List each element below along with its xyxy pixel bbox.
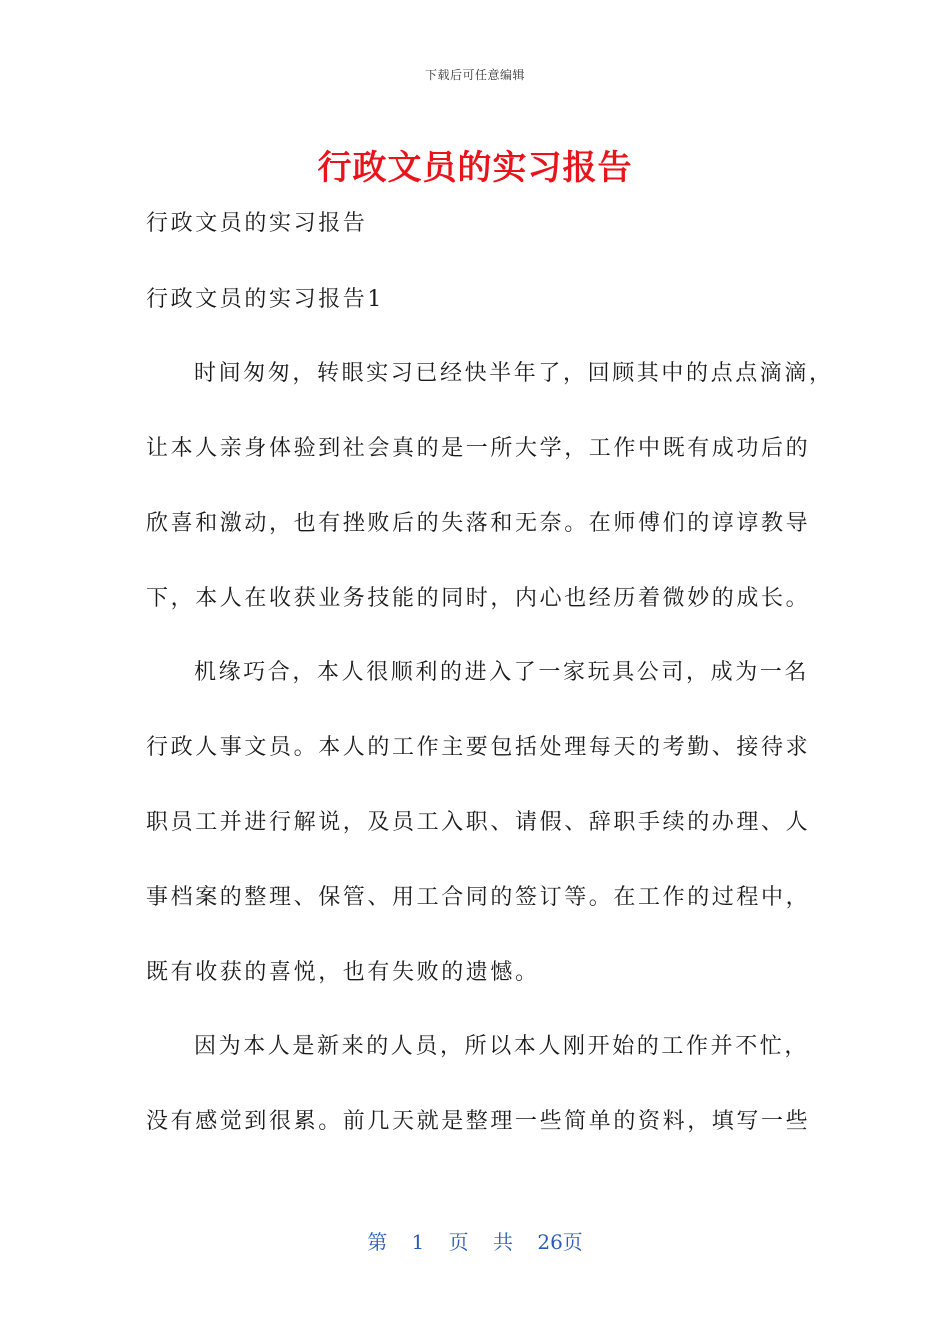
paragraph-line: 欣喜和激动，也有挫败后的失落和无奈。在师傅们的谆谆教导 [146, 511, 811, 536]
paragraph-line: 下，本人在收获业务技能的同时，内心也经历着微妙的成长。 [146, 586, 811, 611]
paragraph-line: 机缘巧合，本人很顺利的进入了一家玩具公司，成为一名 [194, 660, 810, 685]
footer-total-pages: 26页 [537, 1230, 583, 1254]
paragraph-line: 既有收获的喜悦，也有失败的遗憾。 [146, 960, 540, 985]
paragraph-line: 时间匆匆，转眼实习已经快半年了，回顾其中的点点滴滴， [194, 361, 834, 386]
paragraph-line: 事档案的整理、保管、用工合同的签订等。在工作的过程中， [146, 885, 811, 910]
page-footer [0, 1226, 950, 1255]
paragraph-line: 行政人事文员。本人的工作主要包括处理每天的考勤、接待求 [146, 735, 811, 760]
paragraph-line: 没有感觉到很累。前几天就是整理一些简单的资料，填写一些 [146, 1109, 811, 1134]
footer-total-label: 共 [493, 1230, 513, 1254]
paragraph-line: 因为本人是新来的人员，所以本人刚开始的工作并不忙， [194, 1034, 810, 1059]
paragraph-line: 职员工并进行解说，及员工入职、请假、辞职手续的办理、人 [146, 810, 811, 835]
header-note: 下载后可任意编辑 [424, 68, 525, 82]
footer-page-label: 第 [367, 1230, 388, 1254]
footer-current-page: 1 [411, 1230, 425, 1254]
document-title: 行政文员的实习报告 [317, 148, 633, 188]
footer-page-unit: 页 [448, 1230, 469, 1254]
section-heading: 行政文员的实习报告1 [146, 287, 384, 312]
document-subtitle: 行政文员的实习报告 [146, 211, 368, 236]
paragraph-line: 让本人亲身体验到社会真的是一所大学，工作中既有成功后的 [146, 436, 811, 461]
